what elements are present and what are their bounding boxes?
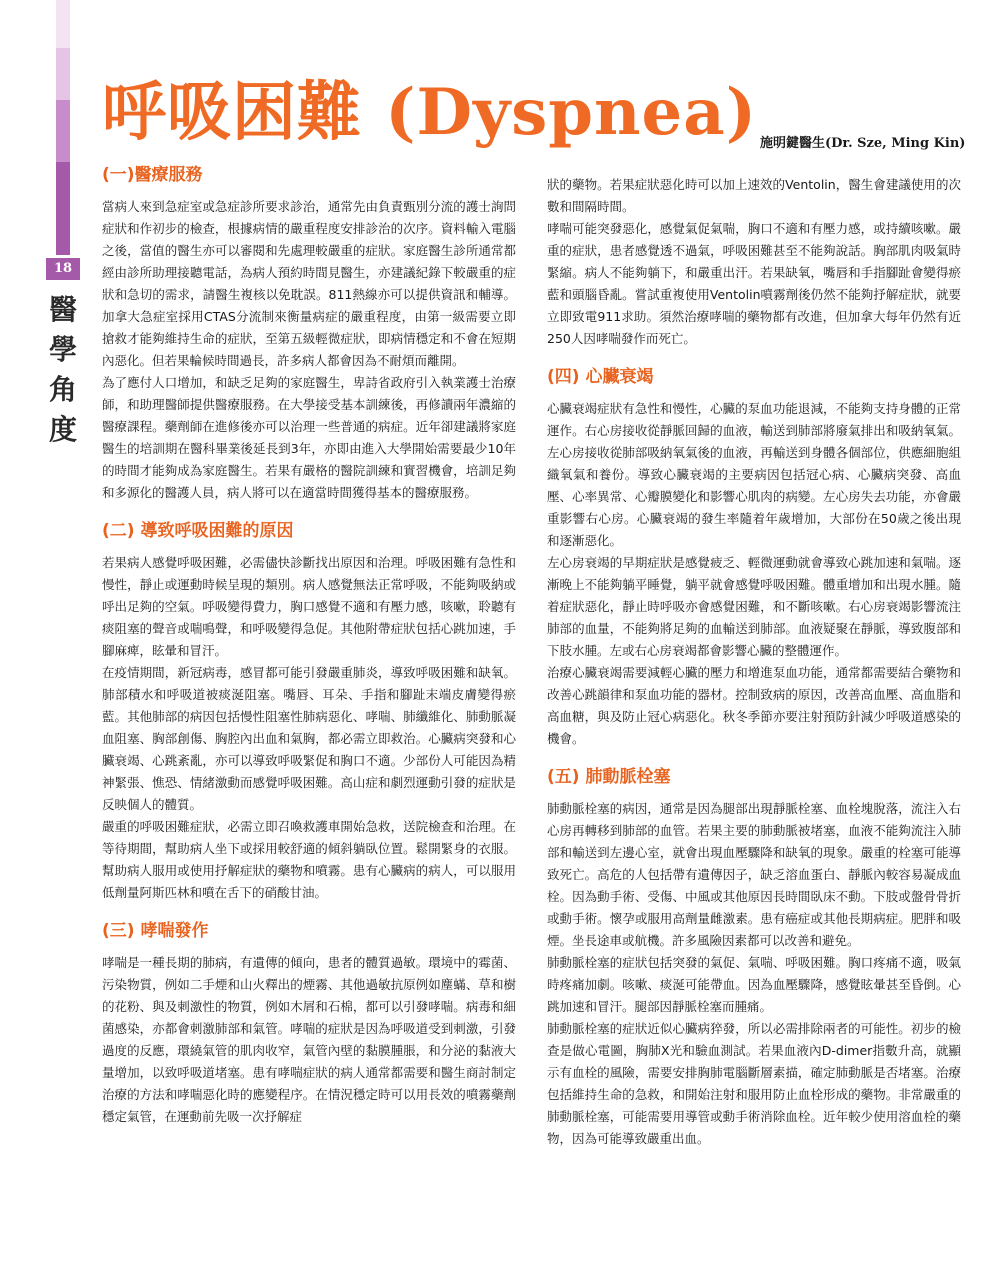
section-heading-asthma: (三) 哮喘發作	[102, 921, 209, 941]
page-number: 18	[46, 258, 80, 280]
strip-segment-dark	[56, 162, 70, 255]
strip-segment-pale	[56, 48, 70, 100]
section-name-vertical	[44, 290, 82, 450]
article-title: 呼吸困難 (Dyspnea)	[102, 75, 758, 150]
paragraph: 若果病人感覺呼吸困難，必需儘快診斷找出原因和治理。呼吸困難有急性和慢性，靜止或運動時候呈現的類別。病人感覺無法正常呼吸，不能夠吸納或呼出足夠的空氣。呼吸變得費力，胸口感覺不適和有壓力感，咳嗽，聆聽有痰阻塞的聲音或喘鳴聲，和呼吸變得急促。其他附帶症狀包括心跳加速，手腳麻痺，眩暈和冒汗。	[102, 555, 516, 658]
paragraph: 為了應付人口增加，和缺乏足夠的家庭醫生，卑詩省政府引入執業護士治療師，和助理醫師提供醫療服務。在大學接受基本訓練後，再修讀兩年濃縮的醫療課程。藥劑師在進修後亦可以治理一些普通的病症。近年卻建議將家庭醫生的培訓期在醫科畢業後延長到3年，亦即由進入大學開始需要最少10年的時間才能夠成為家庭醫生。若果有嚴格的醫院訓練和實習機會，培訓足夠和多源化的醫護人員，病人將可以在適當時間獲得基本的醫療服務。	[102, 375, 516, 500]
strip-segment-light	[56, 0, 70, 48]
paragraph: 心臟衰竭症狀有急性和慢性，心臟的泵血功能退減，不能夠支持身體的正常運作。右心房接收從靜脈回歸的血液，輸送到肺部將廢氣排出和吸納氧氣。左心房接收從肺部吸納氧氣後的血液，再輸送到身體各個部位，供應細胞組織氧氣和養份。導致心臟衰竭的主要病因包括冠心病、心臟病突發、高血壓、心率異常、心瓣膜變化和影響心肌肉的病變。左心房失去功能，亦會嚴重影響右心房。心臟衰竭的發生率隨着年歲增加，大部份在50歲之後出現和逐漸惡化。	[547, 401, 961, 548]
paragraph: 左心房衰竭的早期症狀是感覺疲乏、輕微運動就會導致心跳加速和氣喘。逐漸晚上不能夠躺平睡覺，躺平就會感覺呼吸困難。體重增加和出現水腫。隨着症狀惡化，靜止時呼吸亦會感覺困難，和不斷咳嗽。右心房衰竭影響流注肺部的血量，不能夠將足夠的血輸送到肺部。血液疑聚在靜脈，導致腹部和下肢水腫。左或右心房衰竭都會影響心臟的整體運作。	[547, 555, 961, 658]
section-name-char: 角	[48, 373, 77, 406]
section-heading-heart-failure: (四) 心臟衰竭	[547, 367, 654, 387]
paragraph: 哮喘是一種長期的肺病，有遺傳的傾向，患者的體質過敏。環境中的霉菌、污染物質，例如二手煙和山火釋出的煙霧、其他過敏抗原例如塵蟎、草和樹的花粉、與及刺激性的物質，例如木屑和石棉，都可以引發哮喘。病毒和細菌感染，亦都會刺激肺部和氣管。哮喘的症狀是因為呼吸道受到刺激，引發過度的反應，環繞氣管的肌肉收窄，氣管內壁的黏膜腫脹，和分泌的黏液大量增加，以致呼吸道堵塞。患有哮喘症狀的病人通常都需要和醫生商討制定治療的方法和哮喘惡化時的應變程序。在情況穩定時可以用長效的噴霧藥劑穩定氣管，在運動前先吸一次抒解症	[102, 955, 516, 1124]
section-heading-causes: (二) 導致呼吸困難的原因	[102, 521, 294, 541]
left-column	[102, 162, 516, 1128]
section-name-char: 學	[48, 333, 77, 366]
paragraph: 狀的藥物。若果症狀惡化時可以加上速效的Ventolin，醫生會建議使用的次數和間隔時間。	[547, 177, 961, 214]
paragraph: 嚴重的呼吸困難症狀，必需立即召喚救護車開始急救，送院檢查和治理。在等待期間，幫助病人坐下或採用較舒適的傾斜躺臥位置。鬆開緊身的衣服。幫助病人服用或使用抒解症狀的藥物和噴霧。患有心臟病的病人，可以服用低劑量阿斯匹林和噴在舌下的硝酸甘油。	[102, 819, 516, 900]
section-heading-medical-services: (一)醫療服務	[102, 165, 203, 185]
paragraph: 當病人來到急症室或急症診所要求診治，通常先由負責甄別分流的護士詢問症狀和作初步的檢查，根據病情的嚴重程度安排診治的次序。資料輸入電腦之後，當值的醫生亦可以審閱和先處理較嚴重的症狀。家庭醫生診所通常都經由診所助理接聽電話，為病人預約時間見醫生，亦建議紀錄下較嚴重的症狀和急切的需求，請醫生複核以免耽誤。811熱線亦可以提供資訊和輔導。加拿大急症室採用CTAS分流制來衡量病症的嚴重程度，由第一級需要立即搶救才能夠維持生命的症狀，至第五級輕微症狀，即病情穩定和不會在短期內惡化。但若果輪候時間過長，許多病人都會因為不耐煩而離開。	[102, 199, 516, 368]
paragraph: 哮喘可能突發惡化，感覺氣促氣喘，胸口不適和有壓力感，或持續咳嗽。嚴重的症狀，患者感覺透不過氣，呼吸困難甚至不能夠說話。胸部肌肉吸氣時緊縮。病人不能夠躺下，和嚴重出汗。若果缺氧，嘴唇和手指腳趾會變得瘀藍和頭腦昏亂。嘗試重複使用Ventolin噴霧劑後仍然不能夠抒解症狀，就要立即致電911求助。須然治療哮喘的藥物都有改進，但加拿大每年仍然有近250人因哮喘發作而死亡。	[547, 221, 961, 346]
paragraph: 肺動脈栓塞的病因，通常是因為腿部出現靜脈栓塞、血栓塊脫落，流注入右心房再轉移到肺部的血管。若果主要的肺動脈被堵塞，血液不能夠流注入肺部和輸送到左邊心室，就會出現血壓驟降和缺氧的現象。嚴重的栓塞可能導致死亡。高危的人包括帶有遺傳因子，缺乏溶血蛋白、靜脈內較容易凝成血栓。因為動手術、受傷、中風或其他原因長時間臥床不動。下肢或盤骨骨折或動手術。懷孕或服用高劑量雌激素。患有癌症或其他長期病症。肥胖和吸煙。坐長途車或航機。許多風險因素都可以改善和避免。	[547, 801, 961, 948]
section-name-char: 度	[48, 413, 77, 446]
strip-segment-mid	[56, 100, 70, 162]
article-author: 施明鍵醫生(Dr. Sze, Ming Kin)	[760, 136, 966, 151]
paragraph: 在疫情期間，新冠病毒，感冒都可能引發嚴重肺炎，導致呼吸困難和缺氧。肺部積水和呼吸道被痰涎阻塞。嘴唇、耳朵、手指和腳趾末端皮膚變得瘀藍。其他肺部的病因包括慢性阻塞性肺病惡化、哮喘、肺纖維化、肺動脈凝血阻塞、胸部創傷、胸腔內出血和氣胸，都必需立即救治。心臟病突發和心臟衰竭、心跳紊亂，亦可以導致呼吸緊促和胸口不適。少部份人可能因為精神緊張、憔恐、情緒激動而感覺呼吸困難。高山症和劇烈運動引發的症狀是反映個人的體質。	[102, 665, 516, 812]
paragraph: 肺動脈栓塞的症狀包括突發的氣促、氣喘、呼吸困難。胸口疼痛不適，吸氣時疼痛加劇。咳嗽、痰涎可能帶血。因為血壓驟降，感覺眩暈甚至昏倒。心跳加速和冒汗。腿部因靜脈栓塞而腫痛。	[547, 955, 961, 1014]
sidebar-color-strip	[56, 0, 70, 1275]
paragraph: 肺動脈栓塞的症狀近似心臟病猝發，所以必需排除兩者的可能性。初步的檢查是做心電圖，胸肺X光和驗血測試。若果血液內D-dimer指數升高，就顯示有血栓的風險，需要安排胸肺電腦斷層素描，確定肺動脈是否堵塞。治療包括維持生命的急救，和開始注射和服用防止血栓形成的藥物。非常嚴重的肺動脈栓塞，可能需要用導管或動手術消除血栓。近年較少使用溶血栓的藥物，因為可能導致嚴重出血。	[547, 1021, 961, 1146]
section-heading-pulmonary-embolism: (五) 肺動脈栓塞	[547, 767, 671, 787]
section-name-char: 醫	[48, 293, 77, 326]
paragraph: 治療心臟衰竭需要減輕心臟的壓力和增進泵血功能，通常都需要結合藥物和改善心跳韻律和泵血功能的器材。控制致病的原因，改善高血壓、高血脂和高血糖，與及防止冠心病惡化。秋冬季節亦要注射預防針減少呼吸道感染的機會。	[547, 665, 961, 746]
right-column	[547, 174, 961, 1150]
